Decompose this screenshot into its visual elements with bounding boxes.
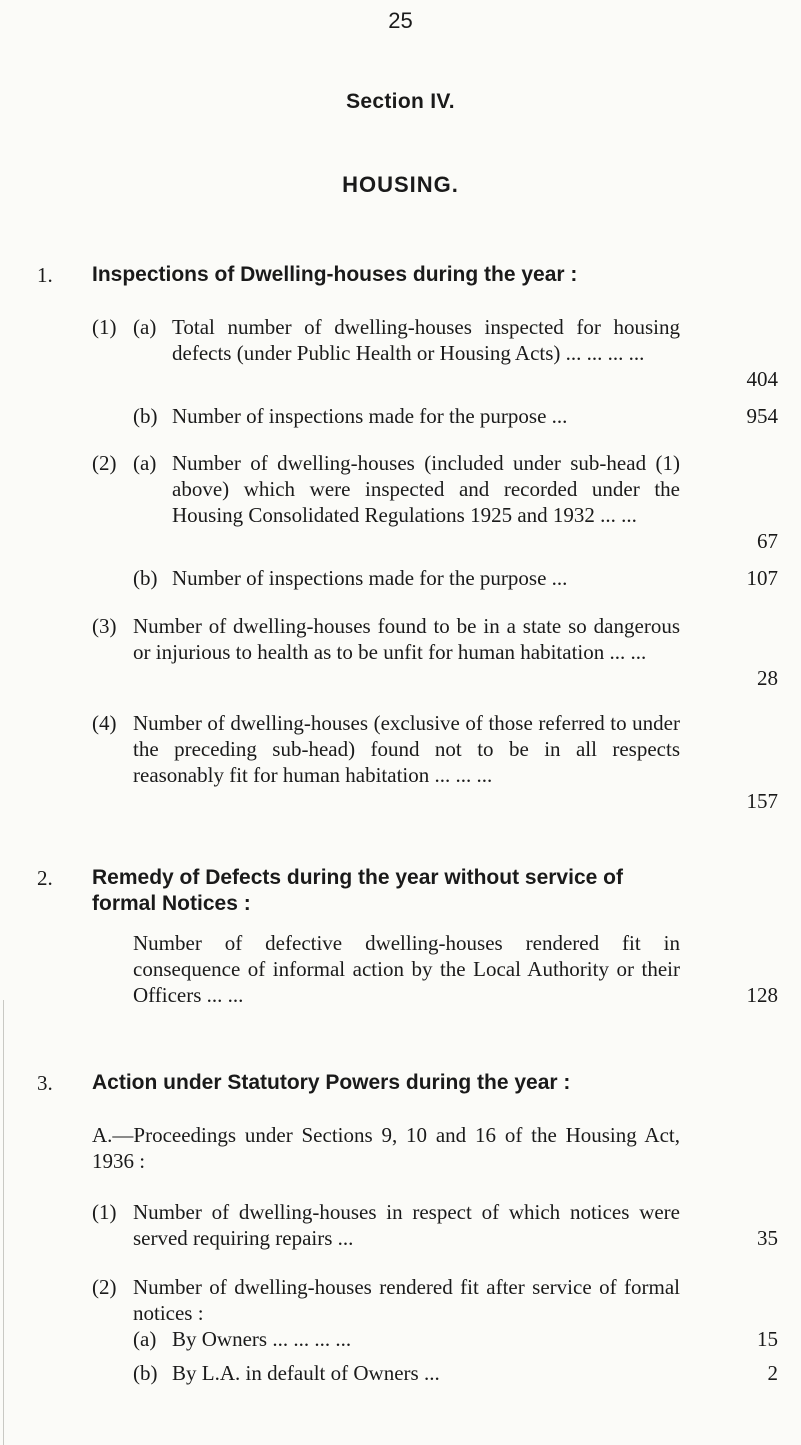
item-3-2-a-value: 15	[757, 1327, 778, 1351]
item-3-2-b-value: 2	[767, 1361, 778, 1385]
item-1-2-b-value: 107	[746, 566, 778, 590]
item-1-1-a-text: Total number of dwelling-houses inspected for housing defects (under Public Health or Housing Acts) ... ... ... ...	[172, 315, 680, 365]
section-1-heading: Inspections of Dwelling-houses during the year :	[92, 263, 578, 286]
item-1-2-a-label: (a)	[133, 451, 157, 475]
section-2-value: 128	[746, 983, 778, 1007]
section-title: Section IV.	[346, 90, 455, 113]
page-edge-line	[3, 1000, 4, 1445]
item-3-2-number: (2)	[92, 1275, 117, 1299]
item-3-2-b-label: (b)	[133, 1361, 158, 1385]
item-3-1-text: Number of dwelling-houses in respect of which notices were served requiring repairs ...	[133, 1200, 680, 1250]
item-1-3-text: Number of dwelling-houses found to be in a state so dangerous or injurious to health as to be unfit for human habitation ... ...	[133, 614, 680, 664]
item-1-1-b-value: 954	[746, 404, 778, 428]
item-3-2-text: Number of dwelling-houses rendered fit after service of formal notices :	[133, 1275, 680, 1325]
item-3-2-a-label: (a)	[133, 1327, 157, 1351]
item-1-2-b-text: Number of inspections made for the purpose ...	[172, 566, 568, 590]
item-1-1-a-value: 404	[746, 367, 778, 391]
page-title: HOUSING.	[342, 172, 459, 197]
item-1-2-a-value: 67	[757, 529, 778, 553]
item-1-2-number: (2)	[92, 451, 117, 475]
item-1-2-b-label: (b)	[133, 566, 158, 590]
item-1-4-text: Number of dwelling-houses (exclusive of those referred to under the preceding sub-head) found not to be in all respects reasonably fit for human habitation ... ... ...	[133, 711, 680, 787]
item-1-3-value: 28	[757, 666, 778, 690]
item-1-2-a-text: Number of dwelling-houses (included under sub-head (1) above) which were inspected and recorded under the Housing Consolidated Regulations 1925 and 1932 ... ...	[172, 451, 680, 527]
item-1-1-a-label: (a)	[133, 315, 157, 339]
section-3-number: 3.	[37, 1071, 53, 1095]
item-1-1-number: (1)	[92, 315, 117, 339]
item-3-2-b-text: By L.A. in default of Owners ...	[172, 1361, 440, 1385]
section-3-subheading-a: A.—Proceedings under Sections 9, 10 and 16 of the Housing Act, 1936 :	[92, 1123, 680, 1173]
item-1-3-number: (3)	[92, 614, 117, 638]
section-1-number: 1.	[37, 263, 53, 287]
page-number: 25	[388, 8, 413, 33]
item-3-1-number: (1)	[92, 1200, 117, 1224]
section-2-number: 2.	[37, 866, 53, 890]
section-2-text: Number of defective dwelling-houses rendered fit in consequence of informal action by the Local Authority or their Officers ... ...	[133, 931, 680, 1007]
item-1-1-b-text: Number of inspections made for the purpose ...	[172, 404, 568, 428]
item-3-1-value: 35	[757, 1226, 778, 1250]
item-3-2-a-text: By Owners ... ... ... ...	[172, 1327, 352, 1351]
section-3-heading: Action under Statutory Powers during the year :	[92, 1071, 571, 1094]
item-1-4-number: (4)	[92, 711, 117, 735]
item-1-4-value: 157	[746, 789, 778, 813]
item-1-1-b-label: (b)	[133, 404, 158, 428]
section-2-heading: Remedy of Defects during the year without service of formal Notices :	[92, 866, 623, 915]
